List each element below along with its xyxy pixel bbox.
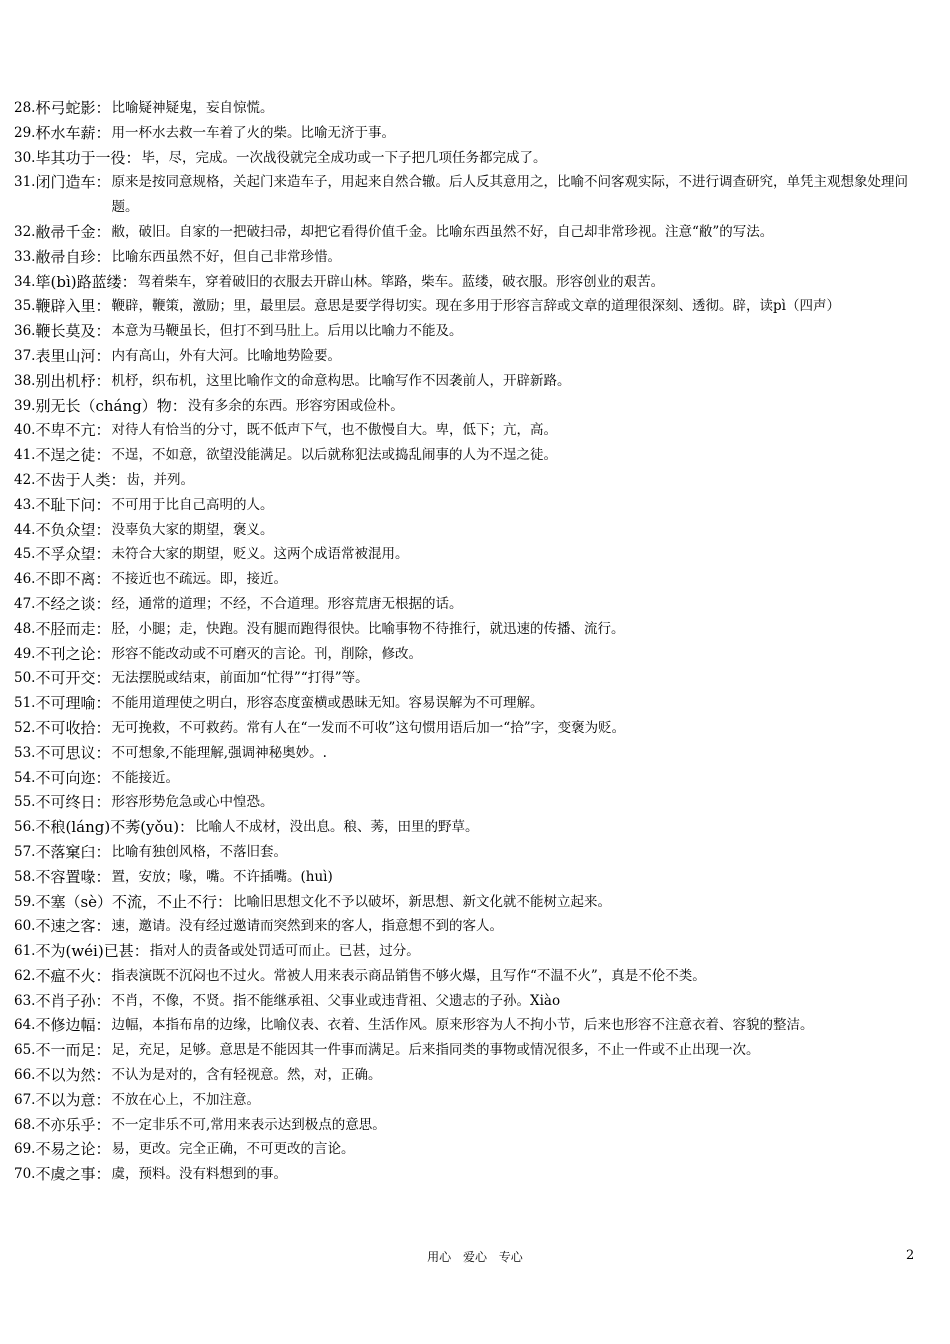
idiom-definition: 内有高山，外有大河。比喻地势险要。: [111, 347, 341, 364]
idiom-entry: [14, 518, 932, 543]
entry-number: 36.: [14, 323, 36, 340]
idiom-term: 不容置喙：: [35, 867, 111, 886]
idiom-list: [14, 96, 932, 1187]
idiom-definition: 不能用道理使之明白，形容态度蛮横或愚昧无知。容易误解为不可理解。: [111, 695, 544, 712]
idiom-term: 别无长（cháng）物：: [35, 396, 187, 415]
idiom-definition: 足，充足，足够。意思是不能因其一件事而满足。后来指同类的事物或情况很多，不止一件或不止出现一次。: [111, 1042, 760, 1059]
idiom-entry: [14, 865, 932, 890]
idiom-entry: [14, 1063, 932, 1088]
idiom-entry: [14, 1013, 932, 1038]
entry-number: 50.: [14, 670, 36, 687]
idiom-term: 不虞之事：: [35, 1165, 111, 1184]
idiom-definition: 比喻旧思想文化不予以破坏，新思想、新文化就不能树立起来。: [233, 893, 612, 910]
idiom-term: 不落窠臼：: [35, 842, 111, 861]
idiom-entry: [14, 567, 932, 592]
idiom-entry: [14, 319, 932, 344]
idiom-entry: [14, 790, 932, 815]
idiom-entry: [14, 691, 932, 716]
idiom-definition: 不肖，不像，不贤。指不能继承祖、父事业或违背祖、父遗志的子孙。Xiào: [111, 992, 561, 1009]
idiom-entry: [14, 890, 932, 915]
entry-number: 39.: [14, 397, 36, 414]
entry-number: 45.: [14, 546, 36, 563]
idiom-entry: [14, 146, 932, 171]
idiom-entry: [14, 914, 932, 939]
idiom-definition: 虞，预料。没有料想到的事。: [111, 1166, 287, 1183]
entry-number: 59.: [14, 893, 36, 910]
idiom-entry: [14, 1088, 932, 1113]
entry-number: 28.: [14, 100, 36, 116]
entry-number: 30.: [14, 149, 36, 166]
idiom-entry: [14, 592, 932, 617]
entry-number: 66.: [14, 1067, 36, 1084]
entry-number: 64.: [14, 1017, 36, 1034]
idiom-term: 不孚众望：: [35, 545, 111, 564]
idiom-entry: [14, 170, 932, 220]
entry-number: 69.: [14, 1141, 36, 1158]
idiom-term: 不塞（sè）不流，不止不行：: [35, 892, 233, 911]
idiom-entry: [14, 294, 932, 319]
idiom-term: 敝帚千金：: [35, 222, 111, 241]
idiom-definition: 比喻人不成材，没出息。稂、莠，田里的野草。: [195, 819, 479, 836]
entry-number: 70.: [14, 1166, 36, 1183]
idiom-entry: [14, 96, 932, 121]
idiom-definition: 原来是按同意规格，关起门来造车子，用起来自然合辙。后人反其意用之，比喻不问客观实际，不进行调查研究，单凭主观想象处理问题。: [111, 174, 908, 216]
idiom-definition: 不可用于比自己高明的人。: [111, 496, 274, 513]
idiom-term: 不以为意：: [35, 1090, 111, 1109]
idiom-entry: [14, 939, 932, 964]
idiom-term: 不负众望：: [35, 520, 111, 539]
idiom-term: 杯弓蛇影：: [35, 99, 111, 117]
entry-number: 49.: [14, 645, 36, 662]
idiom-entry: [14, 840, 932, 865]
idiom-term: 不逞之徒：: [35, 446, 111, 465]
idiom-entry: [14, 964, 932, 989]
idiom-entry: [14, 493, 932, 518]
idiom-term: 不易之论：: [35, 1140, 111, 1159]
idiom-entry: [14, 716, 932, 741]
idiom-entry: [14, 617, 932, 642]
idiom-definition: 边幅，本指布帛的边缘，比喻仪表、衣着、生活作风。原来形容为人不拘小节，后来也形容不注意衣着、容貌的整洁。: [111, 1017, 814, 1034]
idiom-definition: 不逞，不如意，欲望没能满足。以后就称犯法或捣乱闹事的人为不逞之徒。: [111, 447, 557, 464]
entry-number: 35.: [14, 298, 36, 315]
idiom-definition: 不接近也不疏远。即，接近。: [111, 571, 287, 588]
idiom-term: 不耻下问：: [35, 495, 111, 514]
entry-number: 55.: [14, 794, 36, 811]
idiom-term: 不可终日：: [35, 793, 111, 812]
idiom-entry: [14, 394, 932, 419]
footer-slogan: 用心 爱心 专心: [427, 1250, 523, 1264]
idiom-term: 不即不离：: [35, 570, 111, 589]
idiom-term: 不肖子孙：: [35, 991, 111, 1010]
entry-number: 52.: [14, 719, 36, 736]
entry-number: 41.: [14, 447, 36, 464]
entry-number: 40.: [14, 422, 36, 439]
page-footer: [0, 1248, 950, 1268]
idiom-term: 不可收拾：: [35, 718, 111, 737]
idiom-definition: 敝，破旧。自家的一把破扫帚，却把它看得价值千金。比喻东西虽然不好，自己却非常珍视。注意“敝”的写法。: [111, 223, 774, 240]
entry-number: 63.: [14, 992, 36, 1009]
idiom-definition: 没辜负大家的期望，褒义。: [111, 521, 274, 538]
idiom-term: 鞭辟入里：: [35, 297, 111, 316]
idiom-entry: [14, 270, 932, 295]
idiom-term: 闭门造车：: [35, 173, 111, 192]
idiom-definition: 形容不能改动或不可磨灭的言论。刊，削除，修改。: [111, 645, 422, 662]
idiom-term: 不瘟不火：: [35, 966, 111, 985]
idiom-definition: 无可挽救，不可救药。常有人在“一发而不可收”这句惯用语后加一“拾”字，变褒为贬。: [111, 719, 626, 736]
entry-number: 42.: [14, 471, 36, 488]
entry-number: 38.: [14, 372, 36, 389]
idiom-entry: [14, 666, 932, 691]
entry-number: 53.: [14, 744, 36, 761]
idiom-definition: 不一定非乐不可,常用来表示达到极点的意思。: [111, 1116, 386, 1133]
idiom-entry: [14, 766, 932, 791]
idiom-definition: 经，通常的道理；不经，不合道理。形容荒唐无根据的话。: [111, 595, 463, 612]
idiom-term: 杯水车薪：: [35, 123, 111, 142]
idiom-definition: 胫，小腿；走，快跑。没有腿而跑得很快。比喻事物不待推行，就迅速的传播、流行。: [111, 620, 625, 637]
idiom-definition: 齿，并列。: [126, 471, 194, 488]
idiom-term: 不卑不亢：: [35, 421, 111, 440]
idiom-definition: 不认为是对的，含有轻视意。然，对，正确。: [111, 1067, 382, 1084]
entry-number: 56.: [14, 819, 36, 836]
idiom-entry: [14, 1038, 932, 1063]
idiom-definition: 没有多余的东西。形容穷困或俭朴。: [187, 397, 404, 414]
idiom-definition: 速，邀请。没有经过邀请而突然到来的客人，指意想不到的客人。: [111, 918, 503, 935]
entry-number: 44.: [14, 521, 36, 538]
idiom-entry: [14, 418, 932, 443]
idiom-definition: 指表演既不沉闷也不过火。常被人用来表示商品销售不够火爆，且写作“不温不火”，真是不伦不类。: [111, 967, 706, 984]
idiom-entry: [14, 121, 932, 146]
idiom-definition: 机杼，织布机，这里比喻作文的命意构思。比喻写作不因袭前人，开辟新路。: [111, 372, 571, 389]
entry-number: 51.: [14, 695, 36, 712]
idiom-term: 不稂(láng)不莠(yǒu)：: [35, 818, 195, 837]
idiom-term: 不经之谈：: [35, 594, 111, 613]
idiom-term: 不可思议：: [35, 743, 111, 762]
entry-number: 65.: [14, 1042, 36, 1059]
idiom-term: 不可向迩：: [35, 768, 111, 787]
entry-number: 47.: [14, 595, 36, 612]
idiom-entry: [14, 220, 932, 245]
entry-number: 62.: [14, 967, 36, 984]
idiom-term: 筚(bì)路蓝缕：: [35, 272, 137, 291]
entry-number: 57.: [14, 843, 36, 860]
idiom-term: 不刊之论：: [35, 644, 111, 663]
entry-number: 68.: [14, 1116, 36, 1133]
idiom-term: 不齿于人类：: [35, 470, 126, 489]
idiom-entry: [14, 1162, 932, 1187]
idiom-term: 不修边幅：: [35, 1016, 111, 1035]
idiom-definition: 比喻东西虽然不好，但自己非常珍惜。: [111, 248, 341, 265]
entry-number: 34.: [14, 273, 36, 290]
entry-number: 60.: [14, 918, 36, 935]
entry-number: 48.: [14, 620, 36, 637]
entry-number: 33.: [14, 248, 36, 265]
entry-number: 46.: [14, 571, 36, 588]
idiom-definition: 用一杯水去救一车着了火的柴。比喻无济于事。: [111, 124, 395, 141]
entry-number: 61.: [14, 943, 36, 960]
entry-number: 37.: [14, 347, 36, 364]
idiom-entry: [14, 443, 932, 468]
idiom-term: 不以为然：: [35, 1066, 111, 1085]
entry-number: 58.: [14, 868, 36, 885]
entry-number: 29.: [14, 124, 36, 141]
entry-number: 32.: [14, 223, 36, 240]
idiom-term: 别出机杼：: [35, 371, 111, 390]
idiom-definition: 鞭辟，鞭策，激励；里，最里层。意思是要学得切实。现在多用于形容言辞或文章的道理很深刻、透彻。辟，读pì（四声）: [111, 298, 840, 315]
entry-number: 54.: [14, 769, 36, 786]
idiom-term: 敝帚自珍：: [35, 247, 111, 266]
idiom-definition: 无法摆脱或结束，前面加“忙得”“打得”等。: [111, 670, 369, 687]
idiom-entry: [14, 468, 932, 493]
idiom-definition: 形容形势危急或心中惶恐。: [111, 794, 274, 811]
idiom-term: 表里山河：: [35, 346, 111, 365]
idiom-term: 不胫而走：: [35, 619, 111, 638]
idiom-term: 鞭长莫及：: [35, 322, 111, 341]
idiom-term: 不为(wéi)已甚：: [35, 942, 149, 961]
idiom-definition: 易，更改。完全正确，不可更改的言论。: [111, 1141, 355, 1158]
entry-number: 43.: [14, 496, 36, 513]
idiom-definition: 比喻有独创风格，不落旧套。: [111, 843, 287, 860]
idiom-definition: 不放在心上，不加注意。: [111, 1091, 260, 1108]
idiom-definition: 不可想象,不能理解,强调神秘奥妙。.: [111, 744, 327, 761]
page-number: 2: [906, 1248, 915, 1263]
idiom-entry: [14, 1137, 932, 1162]
idiom-entry: [14, 245, 932, 270]
idiom-definition: 未符合大家的期望，贬义。这两个成语常被混用。: [111, 546, 409, 563]
idiom-definition: 对待人有恰当的分寸，既不低声下气，也不傲慢自大。卑，低下；亢，高。: [111, 422, 557, 439]
idiom-definition: 不能接近。: [111, 769, 179, 786]
idiom-entry: [14, 989, 932, 1014]
idiom-definition: 比喻疑神疑鬼，妄自惊慌。: [111, 100, 274, 116]
idiom-definition: 指对人的责备或处罚适可而止。已甚，过分。: [149, 943, 420, 960]
idiom-entry: [14, 542, 932, 567]
idiom-entry: [14, 815, 932, 840]
idiom-term: 不速之客：: [35, 917, 111, 936]
idiom-term: 毕其功于一役：: [35, 148, 141, 167]
idiom-term: 不一而足：: [35, 1041, 111, 1060]
idiom-entry: [14, 1113, 932, 1138]
idiom-term: 不亦乐乎：: [35, 1115, 111, 1134]
entry-number: 31.: [14, 174, 36, 191]
idiom-term: 不可开交：: [35, 669, 111, 688]
idiom-entry: [14, 344, 932, 369]
idiom-entry: [14, 741, 932, 766]
entry-number: 67.: [14, 1091, 36, 1108]
idiom-entry: [14, 369, 932, 394]
idiom-definition: 本意为马鞭虽长，但打不到马肚上。后用以比喻力不能及。: [111, 323, 463, 340]
idiom-term: 不可理喻：: [35, 694, 111, 713]
idiom-definition: 置，安放；喙，嘴。不许插嘴。(huì): [111, 868, 333, 885]
idiom-entry: [14, 642, 932, 667]
idiom-definition: 驾着柴车，穿着破旧的衣服去开辟山林。筚路，柴车。蓝缕，破衣服。形容创业的艰苦。: [137, 273, 665, 290]
idiom-definition: 毕，尽，完成。一次战役就完全成功或一下子把几项任务都完成了。: [141, 149, 547, 166]
